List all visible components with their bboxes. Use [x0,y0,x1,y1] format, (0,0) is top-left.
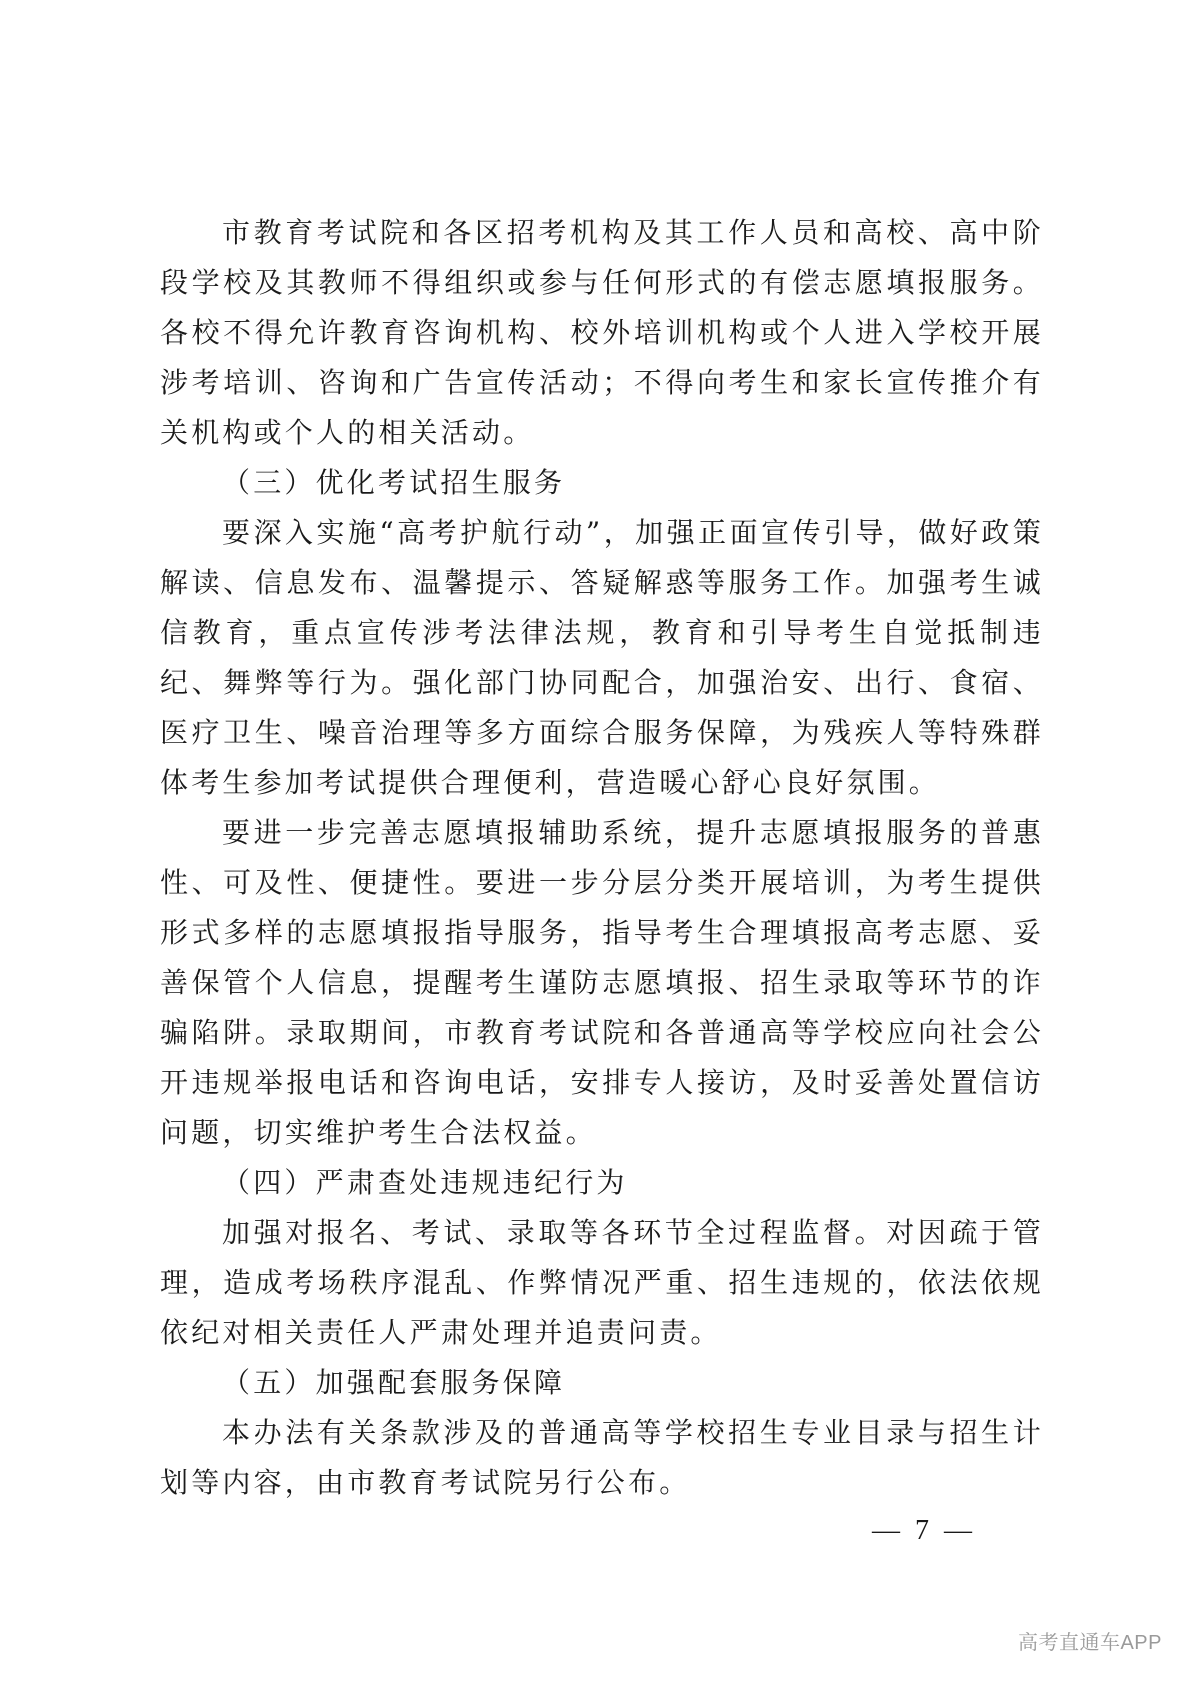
document-body [160,208,1044,1508]
paragraph-3: 要进一步完善志愿填报辅助系统，提升志愿填报服务的普惠性、可及性、便捷性。要进一步分层分类开展培训，为考生提供形式多样的志愿填报指导服务，指导考生合理填报高考志愿、妥善保管个人信息，提醒考生谨防志愿填报、招生录取等环节的诈骗陷阱。录取期间，市教育考试院和各普通高等学校应向社会公开违规举报电话和咨询电话，安排专人接访，及时妥善处置信访问题，切实维护考生合法权益。 [160,816,1044,1149]
section-heading-5: （五）加强配套服务保障 [222,1366,566,1399]
watermark-text: 高考直通车APP [1017,1632,1162,1654]
paragraph-1: 市教育考试院和各区招考机构及其工作人员和高校、高中阶段学校及其教师不得组织或参与任何形式的有偿志愿填报服务。各校不得允许教育咨询机构、校外培训机构或个人进入学校开展涉考培训、咨询和广告宣传活动；不得向考生和家长宣传推介有关机构或个人的相关活动。 [160,216,1044,449]
paragraph-5: 本办法有关条款涉及的普通高等学校招生专业目录与招生计划等内容，由市教育考试院另行公布。 [160,1416,1044,1499]
paragraph-2: 要深入实施“高考护航行动”，加强正面宣传引导，做好政策解读、信息发布、温馨提示、答疑解惑等服务工作。加强考生诚信教育，重点宣传涉考法律法规，教育和引导考生自觉抵制违纪、舞弊等行为。强化部门协同配合，加强治安、出行、食宿、医疗卫生、噪音治理等多方面综合服务保障，为残疾人等特殊群体考生参加考试提供合理便利，营造暖心舒心良好氛围。 [160,516,1044,799]
section-heading-3: （三）优化考试招生服务 [222,466,566,499]
page-number: — 7 — [872,1515,976,1546]
section-heading-4: （四）严肃查处违规违纪行为 [222,1166,628,1199]
paragraph-4: 加强对报名、考试、录取等各环节全过程监督。对因疏于管理，造成考场秩序混乱、作弊情况严重、招生违规的，依法依规依纪对相关责任人严肃处理并追责问责。 [160,1216,1044,1349]
